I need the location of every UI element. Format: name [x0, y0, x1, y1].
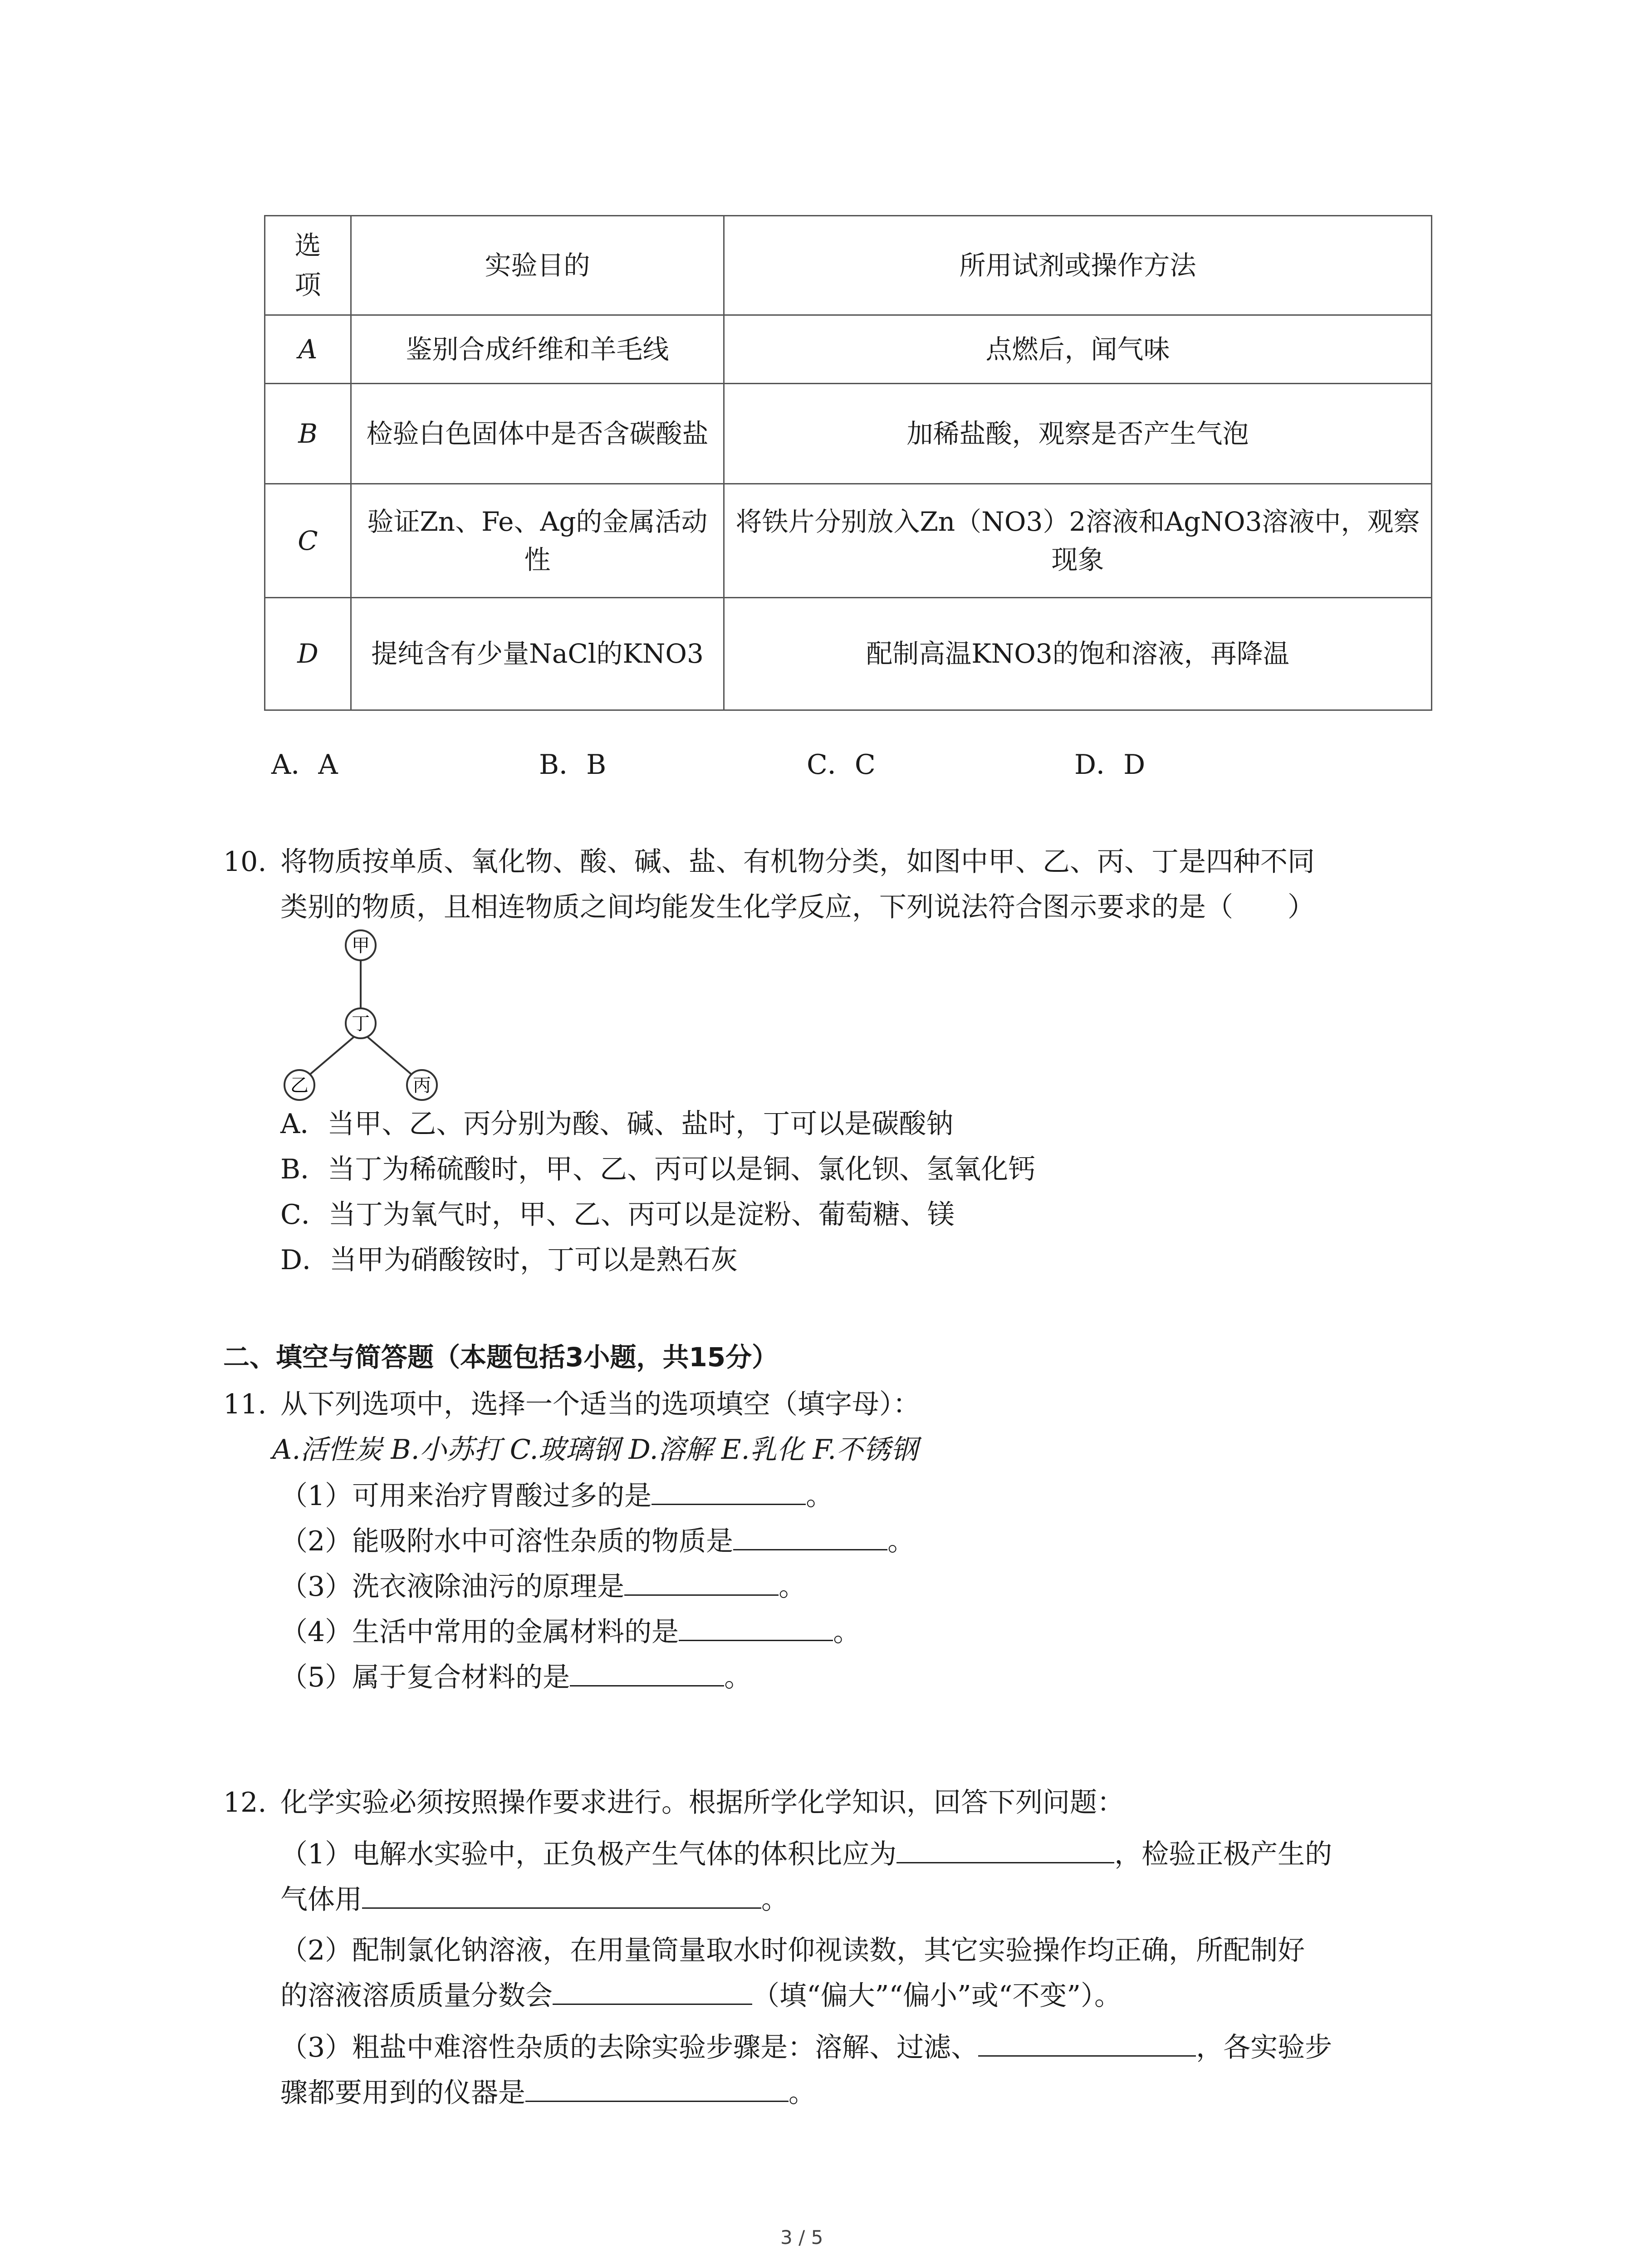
q12-part2-line1: （2）配制氯化钠溶液，在用量筒量取水时仰视读数，其它实验操作均正确，所配制好 [280, 1935, 1305, 1966]
answer-blank[interactable] [733, 1521, 887, 1550]
q10-option-d[interactable]: D．当甲为硝酸铵时，丁可以是熟石灰 [280, 1244, 738, 1276]
row-purpose: 检验白色固体中是否含碳酸盐 [351, 384, 724, 484]
page-number: 3 / 5 [780, 2226, 823, 2248]
period: 。 [887, 1525, 915, 1557]
q10-number: 10. [223, 846, 267, 878]
link-right [367, 1037, 416, 1079]
period: 。 [806, 1480, 833, 1512]
q11-item-5-text: （5）属于复合材料的是 [280, 1662, 570, 1693]
header-method: 所用试剂或操作方法 [724, 216, 1432, 315]
answer-blank[interactable] [570, 1657, 724, 1686]
row-option: C [265, 484, 351, 598]
substance-relation-diagram [277, 929, 449, 1106]
q12-part1-text-c: 气体用 [280, 1884, 362, 1916]
q11-item-4-text: （4）生活中常用的金属材料的是 [280, 1616, 679, 1648]
q12-part3-text-b: ，各实验步 [1196, 2032, 1332, 2063]
node-left-label: 乙 [290, 1075, 309, 1096]
period: 。 [789, 2077, 816, 2109]
node-top-label: 甲 [352, 935, 370, 956]
q9-option-d[interactable]: D．D [1074, 749, 1146, 781]
row-method: 配制高温KNO3的饱和溶液，再降温 [724, 598, 1432, 710]
q12-stem: 化学实验必须按照操作要求进行。根据所学化学知识，回答下列问题： [280, 1787, 1124, 1818]
q11-item-4 [280, 1609, 860, 1655]
q10-option-b[interactable]: B．当丁为稀硫酸时，甲、乙、丙可以是铜、氯化钡、氢氧化钙 [280, 1154, 1036, 1185]
period: 。 [833, 1616, 861, 1648]
row-purpose: 提纯含有少量NaCl的KNO3 [351, 598, 724, 710]
q10-stem-line2: 类别的物质，且相连物质之间均能发生化学反应，下列说法符合图示要求的是（ ） [280, 891, 1315, 923]
q12-part1-text-b: ，检验正极产生的 [1114, 1838, 1332, 1870]
q12-part3-text-a: （3）粗盐中难溶性杂质的去除实验步骤是：溶解、过滤、 [280, 2032, 979, 2063]
header-purpose: 实验目的 [351, 216, 724, 315]
q12-number: 12. [223, 1787, 267, 1818]
q10-option-c[interactable]: C．当丁为氧气时，甲、乙、丙可以是淀粉、葡萄糖、镁 [280, 1199, 955, 1231]
q11-item-5 [280, 1655, 751, 1700]
q11-item-3 [280, 1564, 806, 1609]
answer-blank[interactable] [624, 1566, 779, 1596]
table-header-row [265, 216, 1432, 315]
answer-blank[interactable] [679, 1612, 833, 1641]
row-method: 将铁片分别放入Zn（NO3）2溶液和AgNO3溶液中，观察现象 [724, 484, 1432, 598]
row-purpose: 鉴别合成纤维和羊毛线 [351, 315, 724, 384]
answer-blank[interactable] [896, 1834, 1114, 1863]
q11-item-1 [280, 1473, 833, 1519]
table-row [265, 484, 1432, 598]
answer-blank[interactable] [978, 2027, 1196, 2057]
q11-stem: 从下列选项中，选择一个适当的选项填空（填字母）： [280, 1388, 920, 1420]
period: 。 [724, 1662, 752, 1693]
q9-options [0, 748, 1641, 785]
q11-choices: A.活性炭 B.小苏打 C.玻璃钢 D.溶解 E.乳化 F.不锈钢 [272, 1434, 918, 1466]
row-method: 加稀盐酸，观察是否产生气泡 [724, 384, 1432, 484]
q12-part2-line2 [280, 1973, 1122, 2019]
q12-part3-line1 [280, 2025, 1332, 2070]
answer-blank[interactable] [362, 1879, 761, 1909]
q11-item-2 [280, 1519, 915, 1564]
q12-part3-line2 [280, 2070, 816, 2116]
link-left [305, 1037, 354, 1079]
q10-option-a[interactable]: A．当甲、乙、丙分别为酸、碱、盐时，丁可以是碳酸钠 [280, 1108, 954, 1140]
answer-blank[interactable] [525, 2072, 789, 2102]
row-option: B [265, 384, 351, 484]
header-option: 选项 [265, 216, 351, 315]
node-right-label: 丙 [413, 1075, 431, 1096]
q11-item-3-text: （3）洗衣液除油污的原理是 [280, 1571, 625, 1603]
answer-blank[interactable] [652, 1476, 806, 1505]
q11-item-1-text: （1）可用来治疗胃酸过多的是 [280, 1480, 652, 1512]
q12-part1-line2 [280, 1877, 789, 1922]
q11-item-2-text: （2）能吸附水中可溶性杂质的物质是 [280, 1525, 734, 1557]
row-method: 点燃后，闻气味 [724, 315, 1432, 384]
period: 。 [779, 1571, 806, 1603]
q11-number: 11. [223, 1388, 267, 1420]
row-purpose: 验证Zn、Fe、Ag的金属活动性 [351, 484, 724, 598]
q9-option-b[interactable]: B．B [539, 749, 607, 781]
section-2-title: 二、填空与简答题（本题包括3小题，共15分） [223, 1342, 779, 1373]
row-option: D [265, 598, 351, 710]
table-row [265, 598, 1432, 710]
answer-blank[interactable] [553, 1975, 752, 2005]
row-option: A [265, 315, 351, 384]
table-row [265, 315, 1432, 384]
experiment-table [264, 215, 1432, 711]
q12-part2-text-c: （填“偏大”“偏小”或“不变”）。 [752, 1980, 1122, 2012]
q12-part1-line1 [280, 1832, 1332, 1877]
q12-part1-text-a: （1）电解水实验中，正负极产生气体的体积比应为 [280, 1838, 897, 1870]
node-center-label: 丁 [352, 1013, 370, 1034]
q12-part3-text-c: 骤都要用到的仪器是 [280, 2077, 525, 2109]
q9-option-a[interactable]: A．A [271, 749, 338, 781]
period: 。 [761, 1884, 789, 1916]
q10-stem-line1: 将物质按单质、氧化物、酸、碱、盐、有机物分类，如图中甲、乙、丙、丁是四种不同 [280, 846, 1315, 878]
table-row [265, 384, 1432, 484]
q12-part2-text-b: 的溶液溶质质量分数会 [280, 1980, 553, 2012]
q9-option-c[interactable]: C．C [807, 749, 876, 781]
